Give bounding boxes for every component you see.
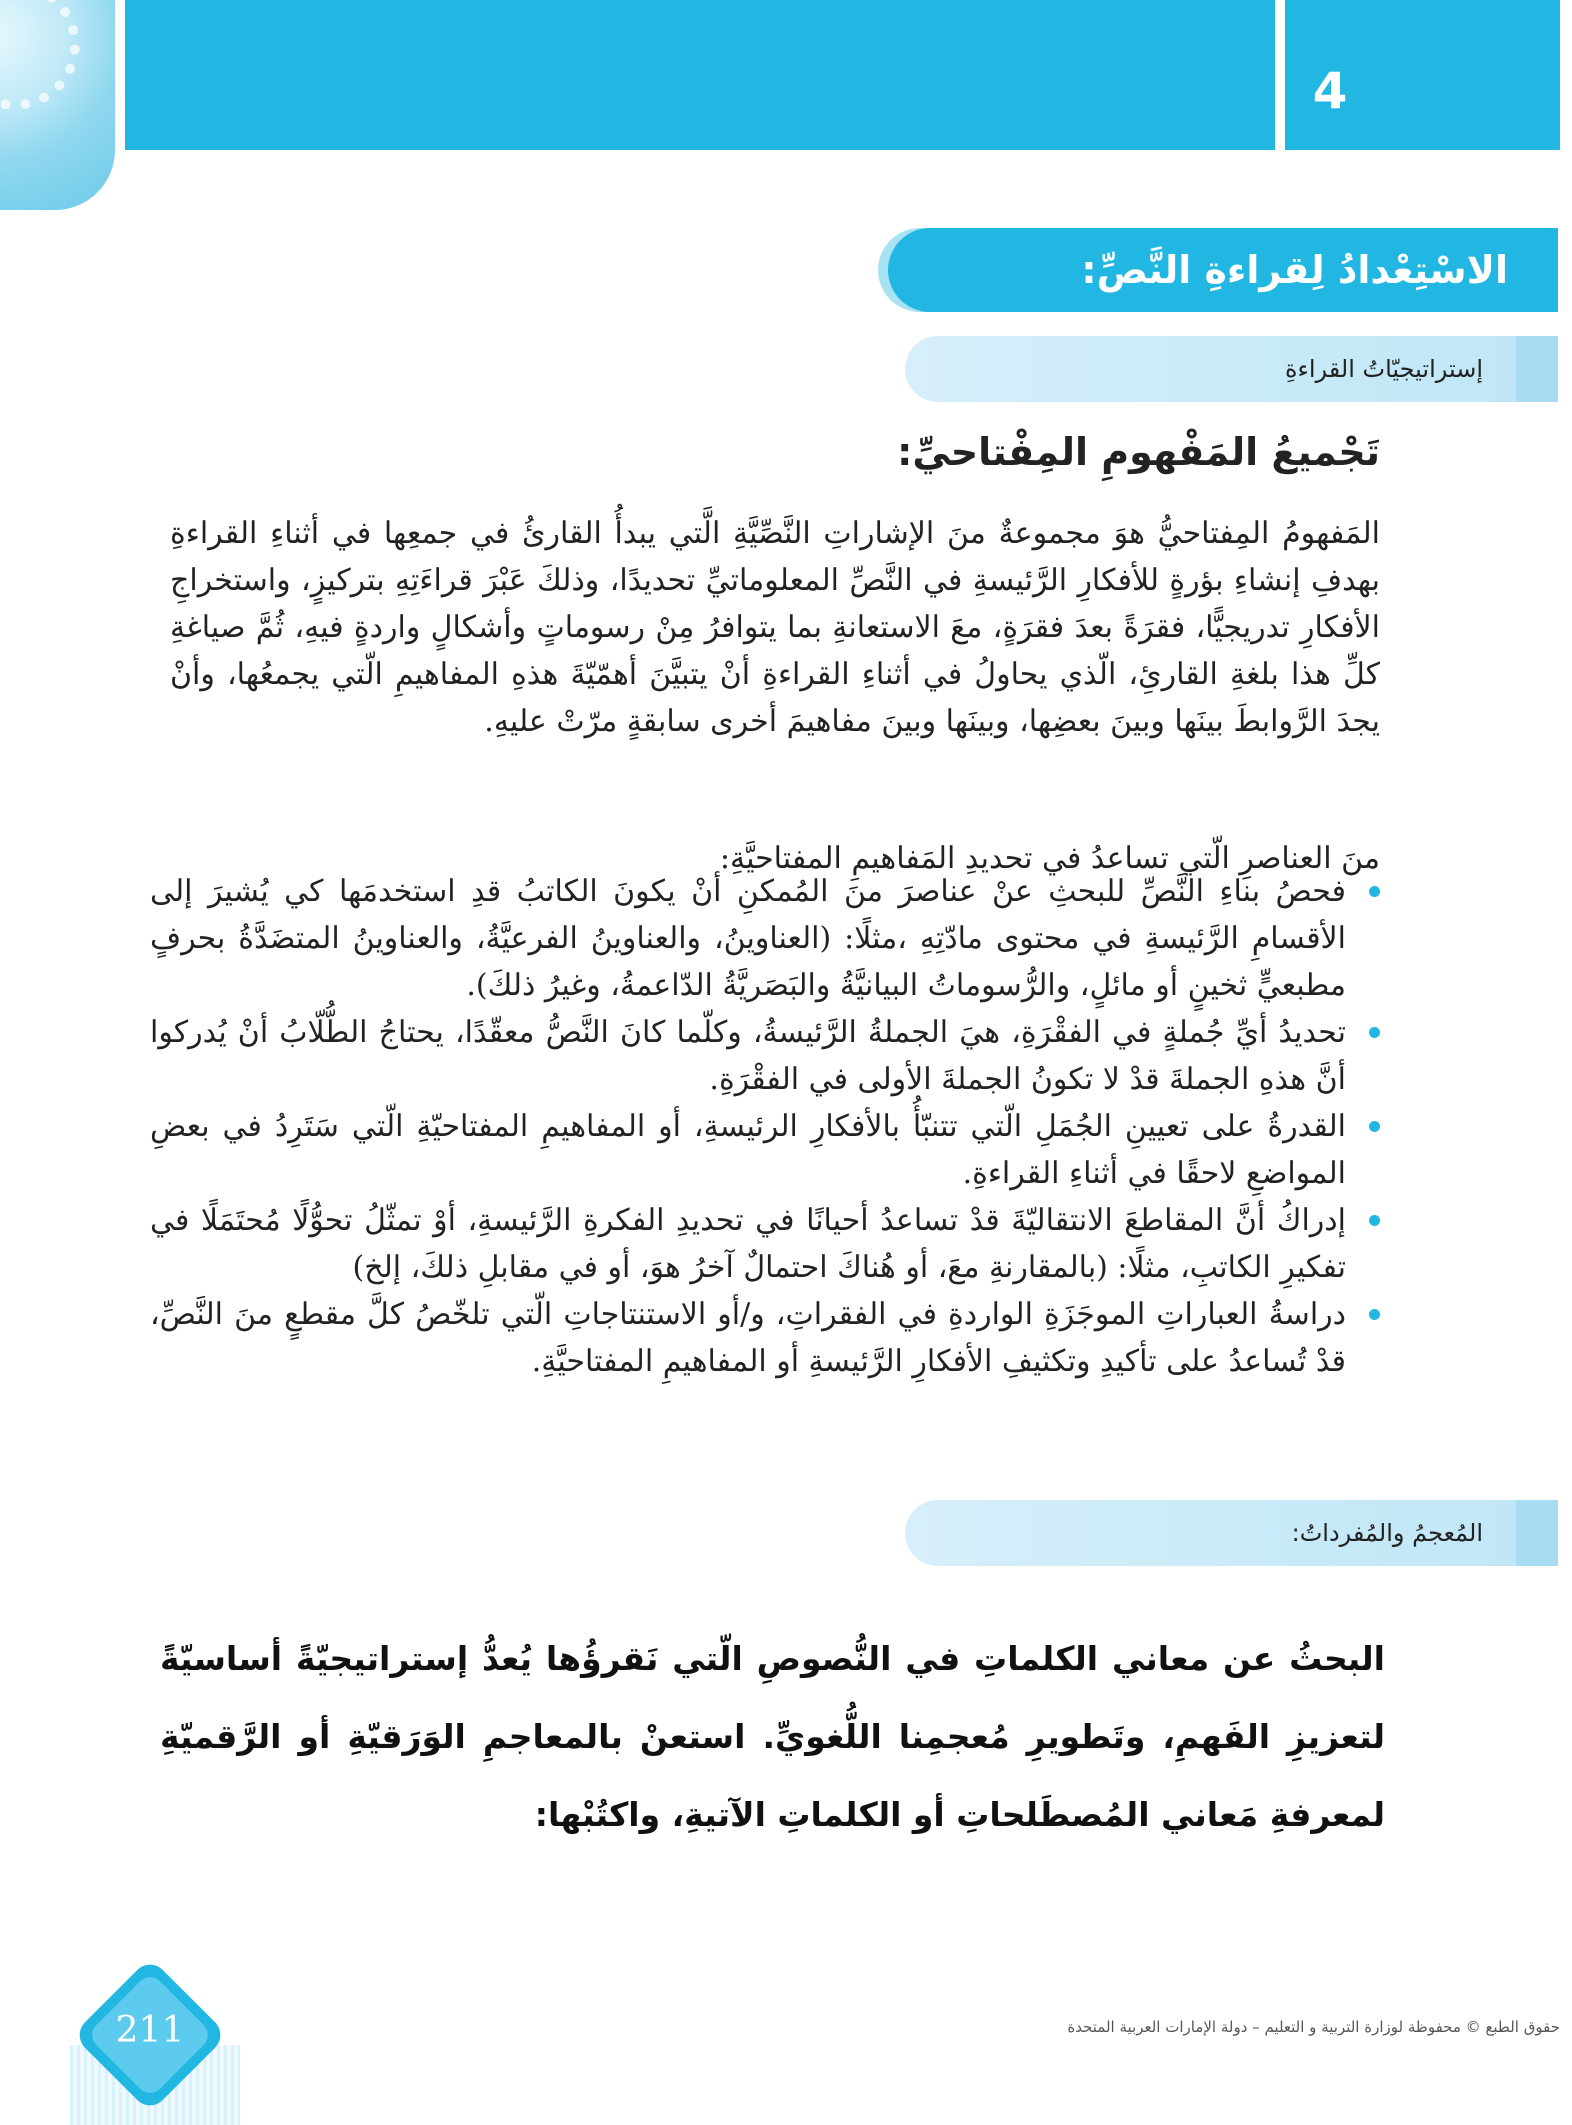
decorative-disk-image bbox=[0, 0, 115, 210]
list-item bbox=[150, 1291, 1380, 1385]
list-item-text: تحديدُ أيِّ جُملةٍ في الفقْرَةِ، هيَ الجملةُ الرَّئيسةُ، وكلّما كانَ النَّصُّ معقّدًا، يحتاجُ الطُّلّابُ أنْ يُدركوا أنَّ هذهِ الجملةَ قدْ لا تكونُ الجملةَ الأولى في الفقْرَةِ. bbox=[150, 1015, 1346, 1097]
subheader-label: المُعجمُ والمُفرداتُ: bbox=[1291, 1519, 1483, 1547]
list-item bbox=[150, 1103, 1380, 1197]
list-item-text: فحصُ بناءِ النَّصِّ للبحثِ عنْ عناصرَ منَ المُمكنِ أنْ يكونَ الكاتبُ قدِ استخدمَها كي يُشيرَ إلى الأقسامِ الرَّئيسةِ في محتوى مادّتِهِ ،مثلًا: (العناوينُ، والعناوينُ الفرعيَّةُ، والعناوينُ المتضَدَّةُ بحرفٍ مطبعيٍّ ثخينٍ أو مائلٍ، والرُّسوماتُ البيانيَّةُ والبَصَريَّةُ الدّاعمةُ، وغيرُ ذلكَ). bbox=[150, 874, 1346, 1003]
bullet-icon bbox=[1369, 886, 1380, 897]
bullet-icon bbox=[1369, 1121, 1380, 1132]
list-item-text: دراسةُ العباراتِ الموجَزَةِ الواردةِ في الفقراتِ، و/أو الاستنتاجاتِ الّتي تلخّصُ كلَّ مقطعٍ منَ النَّصِّ، قدْ تُساعدُ على تأكيدِ وتكثيفِ الأفكارِ الرَّئيسةِ أو المفاهيمِ المفتاحيَّةِ. bbox=[150, 1297, 1346, 1379]
subheader-reading-strategies bbox=[905, 336, 1558, 402]
subheader-dictionary bbox=[905, 1500, 1558, 1566]
list-item-text: القدرةُ على تعيينِ الجُمَلِ الّتي تتنبّأُ بالأفكارِ الرئيسةِ، أو المفاهيمِ المفتاحيّةِ الّتي سَتَرِدُ في بعضِ المواضعِ لاحقًا في أثناءِ القراءةِ. bbox=[150, 1109, 1346, 1191]
subheader-label: إستراتيجيّاتُ القراءةِ bbox=[1284, 355, 1483, 383]
bullet-icon bbox=[1369, 1309, 1380, 1320]
bullet-icon bbox=[1369, 1215, 1380, 1226]
concept-heading: تَجْميعُ المَفْهومِ المِفْتاحيِّ: bbox=[897, 430, 1380, 474]
vocabulary-instruction: البحثُ عن معاني الكلماتِ في النُّصوصِ الّتي نَقرؤُها يُعدُّ إستراتيجيّةً أساسيّةً لتعزيزِ الفَهمِ، وتَطويرِ مُعجمِنا اللُّغويِّ. استعنْ بالمعاجمِ الوَرَقيّةِ أو الرَّقميّةِ لمعرفةِ مَعاني المُصطَلحاتِ أو الكلماتِ الآتيةِ، واكتُبْها: bbox=[160, 1639, 1385, 1834]
subheader-accent-bar bbox=[1516, 336, 1558, 402]
section-title: الاسْتِعْدادُ لِقراءةِ النَّصِّ: bbox=[888, 228, 1558, 312]
bullet-icon bbox=[1369, 1027, 1380, 1038]
list-item bbox=[150, 1197, 1380, 1291]
header-divider bbox=[1275, 0, 1285, 150]
concept-definition: المَفهومُ المِفتاحيُّ هوَ مجموعةٌ منَ الإشاراتِ النَّصِّيَّةِ الَّتي يبدأُ القارئُ في جمعِها في أثناءِ القراءةِ بهدفِ إنشاءِ بؤرةٍ للأفكارِ الرَّئيسةِ في النَّصِّ المعلوماتيِّ تحديدًا، وذلكَ عَبْرَ قراءَتِهِ بتركيزٍ، واستخراجِ الأفكارِ تدريجيًّا، فقرَةً بعدَ فقرَةٍ، معَ الاستعانةِ بما يتوافرُ مِنْ رسوماتٍ وأشكالٍ واردةٍ فيهِ، ثُمَّ صياغةِ كلِّ هذا بلغةِ القارئِ، الّذي يحاولُ في أثناءِ القراءةِ أنْ يتبيَّنَ أهمّيّةَ هذهِ المفاهيمِ الّتي يجمعُها، وأنْ يجدَ الرَّوابطَ بينَها وبينَ بعضِها، وبينَها وبينَ مفاهيمَ أخرى سابقةٍ مرّتْ عليهِ. bbox=[170, 516, 1380, 739]
list-item bbox=[150, 1009, 1380, 1103]
copyright-notice: حقوق الطبع © محفوظة لوزارة التربية و التعليم – دولة الإمارات العربية المتحدة bbox=[1067, 2018, 1560, 2036]
list-item-text: إدراكُ أنَّ المقاطعَ الانتقاليّةَ قدْ تساعدُ أحيانًا في تحديدِ الفكرةِ الرَّئيسةِ، أوْ تمثّلُ تحوُّلًا مُحتَمَلًا في تفكيرِ الكاتبِ، مثلًا: (بالمقارنةِ معَ، أو هُناكَ احتمالٌ آخرُ هوَ، أو في مقابلِ ذلكَ، إلخ) bbox=[150, 1203, 1346, 1285]
elements-list bbox=[150, 868, 1380, 1385]
page-number: 211 bbox=[115, 2010, 185, 2051]
chapter-number: 4 bbox=[1312, 62, 1348, 120]
elements-intro: منَ العناصرِ الّتي تساعدُ في تحديدِ المَفاهيمِ المفتاحيَّةِ: bbox=[719, 841, 1380, 876]
list-item bbox=[150, 868, 1380, 1009]
subheader-accent-bar bbox=[1516, 1500, 1558, 1566]
